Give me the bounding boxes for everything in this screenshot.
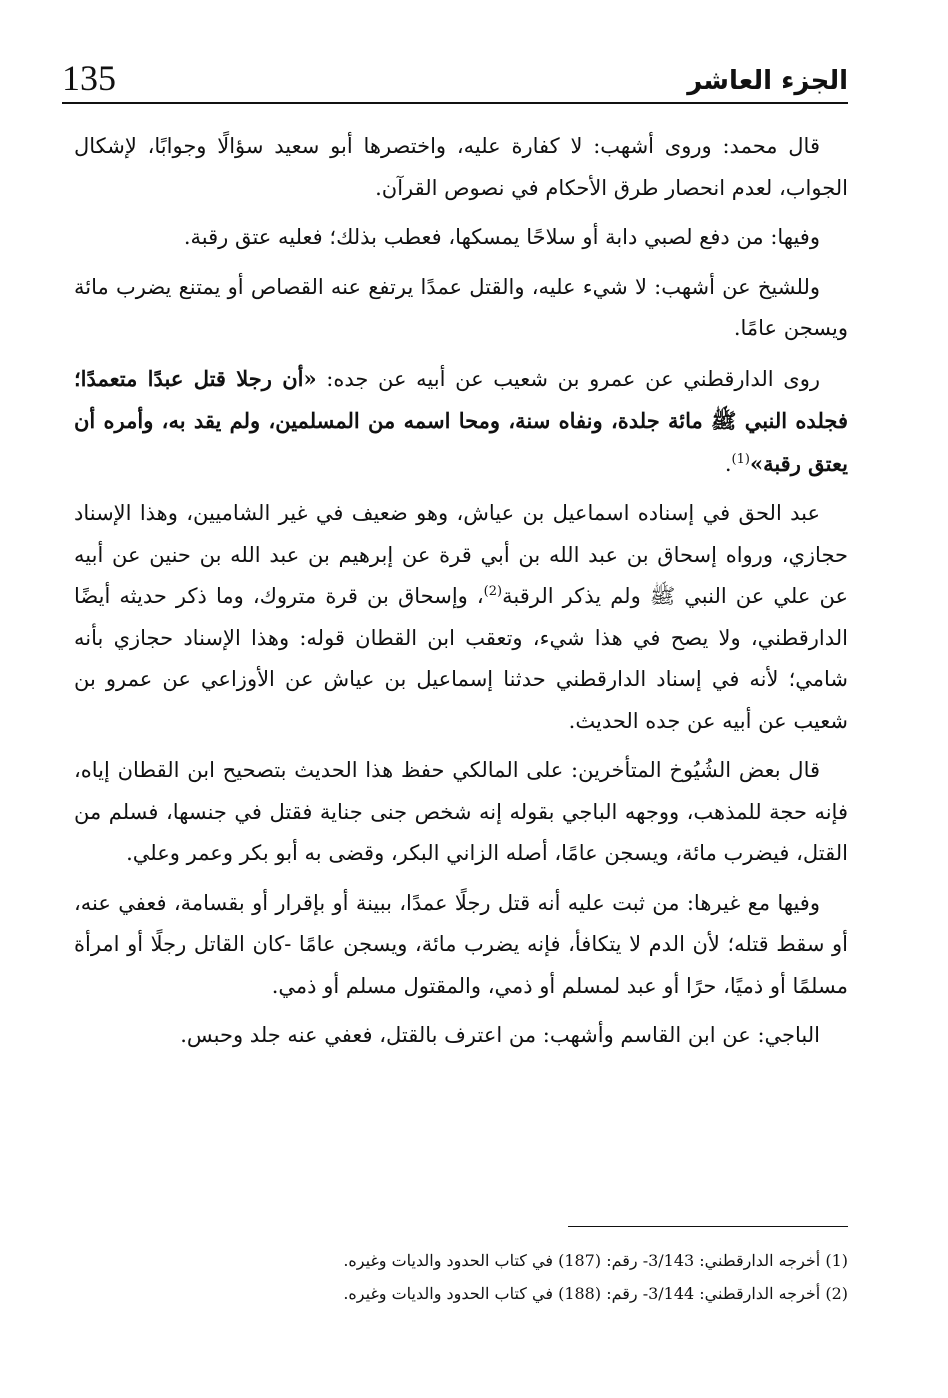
- footnote-2: (2) أخرجه الدارقطني: 3/144- رقم: (188) في كتاب الحدود والديات وغيره.: [343, 1284, 848, 1303]
- page-header: [62, 52, 848, 104]
- footnote-ref-2: (2): [483, 584, 503, 599]
- paragraph-5-part-b: ، وإسحاق بن قرة متروك، وما ذكر حديثه أيضًا الدارقطني، ولا يصح في هذا شيء، وتعقب ابن القطان قوله: وهذا الإسناد حجازي بأنه شامي؛ لأنه في إسناد الدارقطني حدثنا إسماعيل بن عياش عن الأوزاعي عن عمرو بن شعيب عن أبيه عن جده الحديث.: [74, 584, 848, 733]
- paragraph-6: قال بعض الشُيُوخ المتأخرين: على المالكي حفظ هذا الحديث بتصحيح ابن القطان إياه، فإنه حجة للمذهب، ووجهه الباجي بقوله إنه شخص جنى جناية فقتل في جنسها، فسلم من القتل، فيضرب مائة، ويسجن عامًا، أصله الزاني البكر، وقضى به أبو بكر وعمر وعلي.: [74, 758, 848, 865]
- page-body: [74, 126, 848, 1061]
- paragraph-7: وفيها مع غيرها: من ثبت عليه أنه قتل رجلًا عمدًا، ببينة أو بإقرار أو بقسامة، فعفي عنه، أو سقط قتله؛ لأن الدم لا يتكافأ، فإنه يضرب مائة، ويسجن عامًا -كان القاتل رجلًا أو امرأة مسلمًا أو ذميًا، حرًا أو عبد لمسلم أو ذمي، والمقتول مسلم أو ذمي.: [74, 890, 848, 998]
- footnotes: [74, 1244, 848, 1310]
- running-title: الجزء العاشر: [687, 66, 848, 96]
- paragraph-8: الباجي: عن ابن القاسم وأشهب: من اعترف بالقتل، فعفي عنه جلد وحبس.: [180, 1023, 820, 1047]
- paragraph-3: وللشيخ عن أشهب: لا شيء عليه، والقتل عمدًا يرتفع عنه القصاص أو يمتنع يضرب مائة ويسجن عامًا.: [74, 274, 848, 340]
- paragraph-4-intro: روى الدارقطني عن عمرو بن شعيب عن أبيه عن جده:: [316, 366, 820, 391]
- paragraph-5: [74, 493, 848, 742]
- footnote-ref-1: (1): [731, 451, 750, 467]
- paragraph-1: قال محمد: وروى أشهب: لا كفارة عليه، واختصرها أبو سعيد سؤالًا وجوابًا، لإشكال الجواب، لعدم انحصار طرق الأحكام في نصوص القرآن.: [74, 134, 848, 200]
- hadith-quote: «أن رجلا قتل عبدًا متعمدًا؛ فجلده النبي ﷺ مائة جلدة، ونفاه سنة، ومحا اسمه من المسلمين، ولم يقد به، وأمره أن يعتق رقبة»: [74, 365, 848, 476]
- paragraph-4: [74, 358, 848, 486]
- page-number: 135: [62, 58, 116, 98]
- paragraph-5-part-a: عبد الحق في إسناده اسماعيل بن عياش، وهو ضعيف في غير الشاميين، وهذا الإسناد حجازي، ورواه إسحاق بن عبد الله بن أبي قرة عن إبرهيم بن عبد الله بن حنين عن أبيه عن علي عن النبي ﷺ ولم يذكر الرقبة: [74, 501, 848, 608]
- footnote-divider: [568, 1226, 848, 1227]
- paragraph-2: وفيها: من دفع لصبي دابة أو سلاحًا يمسكها، فعطب بذلك؛ فعليه عتق رقبة.: [183, 225, 820, 249]
- footnote-1: (1) أخرجه الدارقطني: 3/143- رقم: (187) في كتاب الحدود والديات وغيره.: [343, 1251, 848, 1270]
- paragraph-4-end: .: [724, 451, 732, 476]
